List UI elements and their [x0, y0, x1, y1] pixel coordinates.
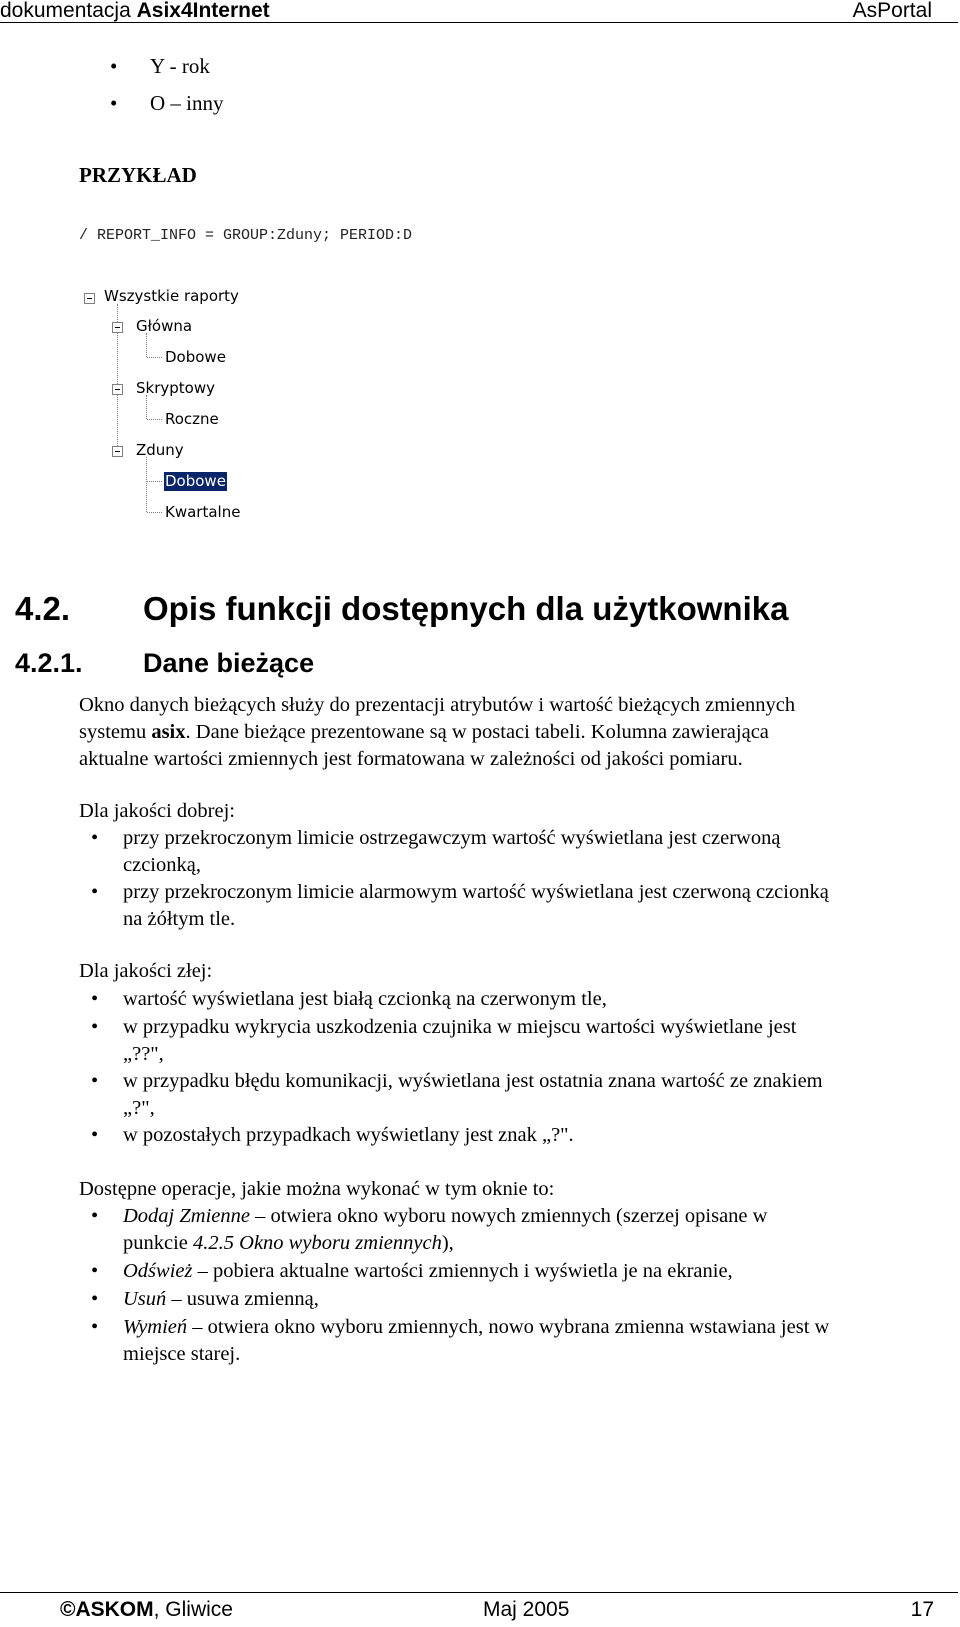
paragraph-line: Dostępne operacje, jakie można wykonać w tym oknie to: [79, 1178, 555, 1200]
list-item-text [123, 1203, 767, 1257]
tree-node-leaf-selected[interactable]: Dobowe [165, 472, 226, 490]
collapse-toggle-icon[interactable] [84, 293, 95, 304]
bullet-icon: • [110, 54, 118, 78]
text-run: – usuwa zmienną, [166, 1288, 319, 1310]
example-heading: PRZYKŁAD [79, 163, 197, 187]
collapse-toggle-icon[interactable] [112, 384, 123, 395]
tree-connector [147, 512, 162, 513]
text-run: – otwiera okno wyboru nowych zmiennych (szerzej opisane w [249, 1205, 768, 1227]
paragraph-line [79, 719, 939, 746]
text-run: – pobiera aktualne wartości zmiennych i wyświetla je na ekranie, [192, 1260, 733, 1282]
footer-date: Maj 2005 [483, 1598, 570, 1621]
tree-node-group[interactable]: Skryptowy [136, 379, 215, 397]
text-line: w przypadku wykrycia uszkodzenia czujnika w miejscu wartości wyświetlane jest [123, 1016, 797, 1038]
list-item-text: Y - rok [150, 54, 210, 78]
header-title-prefix: dokumentacja [0, 0, 137, 22]
text-line: przy przekroczonym limicie ostrzegawczym wartość wyświetlana jest czerwoną [123, 827, 781, 849]
text-line: przy przekroczonym limicie alarmowym wartość wyświetlana jest czerwoną czcionką [123, 881, 829, 903]
system-name: asix [151, 721, 186, 743]
tree-node-leaf[interactable]: Dobowe [165, 348, 226, 366]
bullet-icon: • [91, 1205, 99, 1227]
text-line: „??", [123, 1043, 164, 1065]
tree-connector [146, 457, 147, 512]
list-item-text [123, 1314, 829, 1368]
bullet-icon: • [91, 827, 99, 849]
tree-connector [146, 333, 147, 357]
text-run: systemu [79, 721, 152, 743]
cross-reference: 4.2.5 Okno wyboru zmiennych [193, 1232, 442, 1254]
text-run: – otwiera okno wyboru zmiennych, nowo wybrana zmienna wstawiana jest w [187, 1316, 830, 1338]
bullet-icon: • [91, 1070, 99, 1092]
text-line [123, 1258, 733, 1285]
operations-heading [79, 1176, 939, 1203]
report-tree[interactable] [84, 287, 304, 543]
tree-node-leaf[interactable]: Roczne [165, 410, 219, 428]
subsection-title: Dane bieżące [143, 648, 315, 678]
text-line [123, 1286, 319, 1313]
page-header [0, 0, 958, 23]
bullet-icon: • [91, 1124, 99, 1146]
bullet-icon: • [110, 91, 118, 115]
bullet-icon: • [91, 988, 99, 1010]
text-line: miejsce starej. [123, 1343, 241, 1365]
paragraph-line: Dla jakości dobrej: [79, 800, 235, 822]
tree-node-group[interactable]: Główna [136, 317, 193, 335]
paragraph-line: aktualne wartości zmiennych jest formatowana w zależności od jakości pomiaru. [79, 748, 743, 770]
section-number: 4.2. [15, 590, 71, 627]
text-line [123, 1314, 829, 1341]
tree-node-group[interactable]: Zduny [136, 441, 184, 459]
footer-copyright [60, 1598, 233, 1622]
tree-connector [146, 395, 147, 419]
paragraph-line: Dla jakości złej: [79, 960, 213, 982]
paragraph-line: Okno danych bieżących służy do prezentacji atrybutów i wartość bieżących zmiennych [79, 694, 796, 716]
intro-paragraph [79, 692, 939, 773]
collapse-toggle-icon[interactable] [112, 446, 123, 457]
company-city: , Gliwice [153, 1598, 233, 1621]
list-item-text [123, 1014, 796, 1068]
list-item-text [123, 1068, 823, 1122]
text-line: w przypadku błędu komunikacji, wyświetlana jest ostatnia znana wartość ze znakiem [123, 1070, 823, 1092]
section-title: Opis funkcji dostępnych dla użytkownika [143, 590, 789, 627]
list-item-text [123, 1122, 574, 1149]
list-item-text [123, 825, 780, 879]
tree-node-root[interactable]: Wszystkie raporty [104, 287, 239, 305]
list-item-text: O – inny [150, 91, 224, 115]
text-line [123, 1203, 767, 1230]
header-product-name: AsPortal [852, 0, 932, 22]
operation-name: Wymień [123, 1316, 188, 1338]
bullet-icon: • [91, 881, 99, 903]
code-sample: / REPORT_INFO = GROUP:Zduny; PERIOD:D [79, 227, 413, 244]
subsection-number: 4.2.1. [15, 648, 83, 678]
tree-connector [147, 357, 162, 358]
operation-name: Dodaj Zmienne [123, 1205, 250, 1227]
text-run: . Dane bieżące prezentowane są w postaci tabeli. Kolumna zawierająca [185, 721, 769, 743]
text-line: na żółtym tle. [123, 908, 236, 930]
good-quality-heading [79, 798, 939, 825]
page-number: 17 [910, 1598, 934, 1621]
operation-name: Usuń [123, 1288, 167, 1310]
bullet-icon: • [91, 1316, 99, 1338]
text-line: w pozostałych przypadkach wyświetlany jest znak „?". [123, 1124, 574, 1146]
header-title-product: Asix4Internet [136, 0, 270, 22]
tree-connector [147, 419, 162, 420]
tree-connector [147, 481, 162, 482]
company-name: ©ASKOM [60, 1598, 154, 1621]
bullet-icon: • [91, 1016, 99, 1038]
text-line [123, 1230, 767, 1257]
list-item-text [123, 1258, 733, 1285]
bullet-icon: • [91, 1288, 99, 1310]
list-item-text [123, 986, 607, 1013]
collapse-toggle-icon[interactable] [112, 322, 123, 333]
text-line: czcionką, [123, 854, 201, 876]
text-line: wartość wyświetlana jest białą czcionką na czerwonym tle, [123, 988, 607, 1010]
page-footer [0, 1592, 958, 1627]
list-item-text [123, 1286, 319, 1313]
text-run: punkcie [123, 1232, 194, 1254]
operation-name: Odśwież [123, 1260, 193, 1282]
tree-node-leaf[interactable]: Kwartalne [165, 503, 241, 521]
list-item-text [123, 879, 829, 933]
text-line: „?", [123, 1097, 155, 1119]
bad-quality-heading [79, 958, 939, 985]
text-run: ), [441, 1232, 454, 1254]
bullet-icon: • [91, 1260, 99, 1282]
header-doc-title [0, 0, 270, 22]
